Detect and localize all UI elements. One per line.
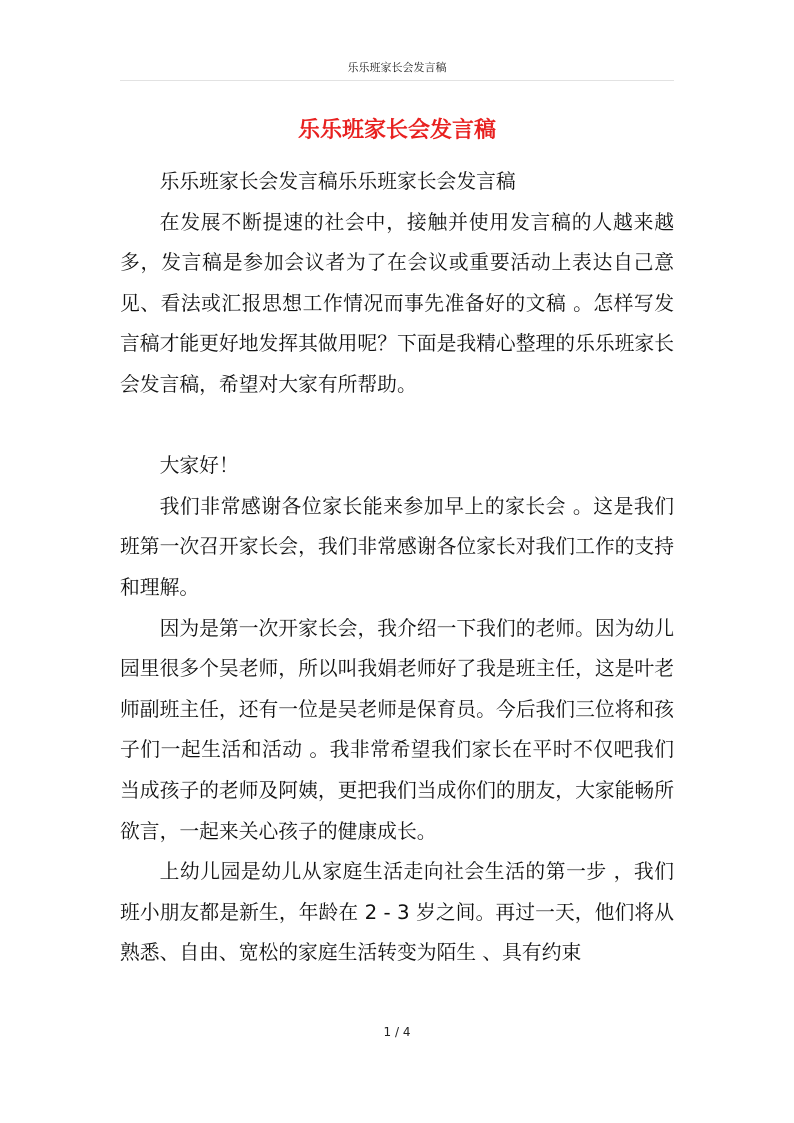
document-title: 乐乐班家长会发言稿: [297, 118, 496, 143]
paragraph-kindergarten: 上幼儿园是幼儿从家庭生活走向社会生活的第一步 ，我们班小朋友都是新生，年龄在 2 - 3 岁之间。再过一天，他们将从熟悉、自由、宽松的家庭生活转变为陌生 、具有约束: [120, 860, 674, 965]
paragraph-teachers: 因为是第一次开家长会，我介绍一下我们的老师。因为幼儿园里很多个吴老师，所以叫我娟老师好了我是班主任，这是叶老师副班主任，还有一位是吴老师是保育员。今后我们三位将和孩子们一起生活和活动 。我非常希望我们家长在平时不仅吧我们当成孩子的老师及阿姨，更把我们当成你们的朋友，大家能畅所欲言，一起来关心孩子的健康成长。: [120, 616, 674, 843]
paragraph-spacer: [120, 406, 674, 447]
document-body: [120, 162, 674, 974]
paragraph-subtitle: 乐乐班家长会发言稿乐乐班家长会发言稿: [159, 170, 516, 193]
header-divider: [120, 80, 674, 81]
running-header: 乐乐班家长会发言稿: [347, 61, 447, 74]
paragraph-thanks: 我们非常感谢各位家长能来参加早上的家长会 。这是我们班第一次召开家长会，我们非常感谢各位家长对我们工作的支持和理解。: [120, 494, 674, 599]
page-number: 1 / 4: [383, 1025, 411, 1039]
paragraph-intro: 在发展不断提速的社会中，接触并使用发言稿的人越来越多，发言稿是参加会议者为了在会议或重要活动上表达自己意见、看法或汇报思想工作情况而事先准备好的文稿 。怎样写发言稿才能更好地发挥其做用呢？下面是我精心整理的乐乐班家长会发言稿，希望对大家有所帮助。: [120, 210, 674, 396]
paragraph-greeting: 大家好！: [159, 454, 239, 478]
